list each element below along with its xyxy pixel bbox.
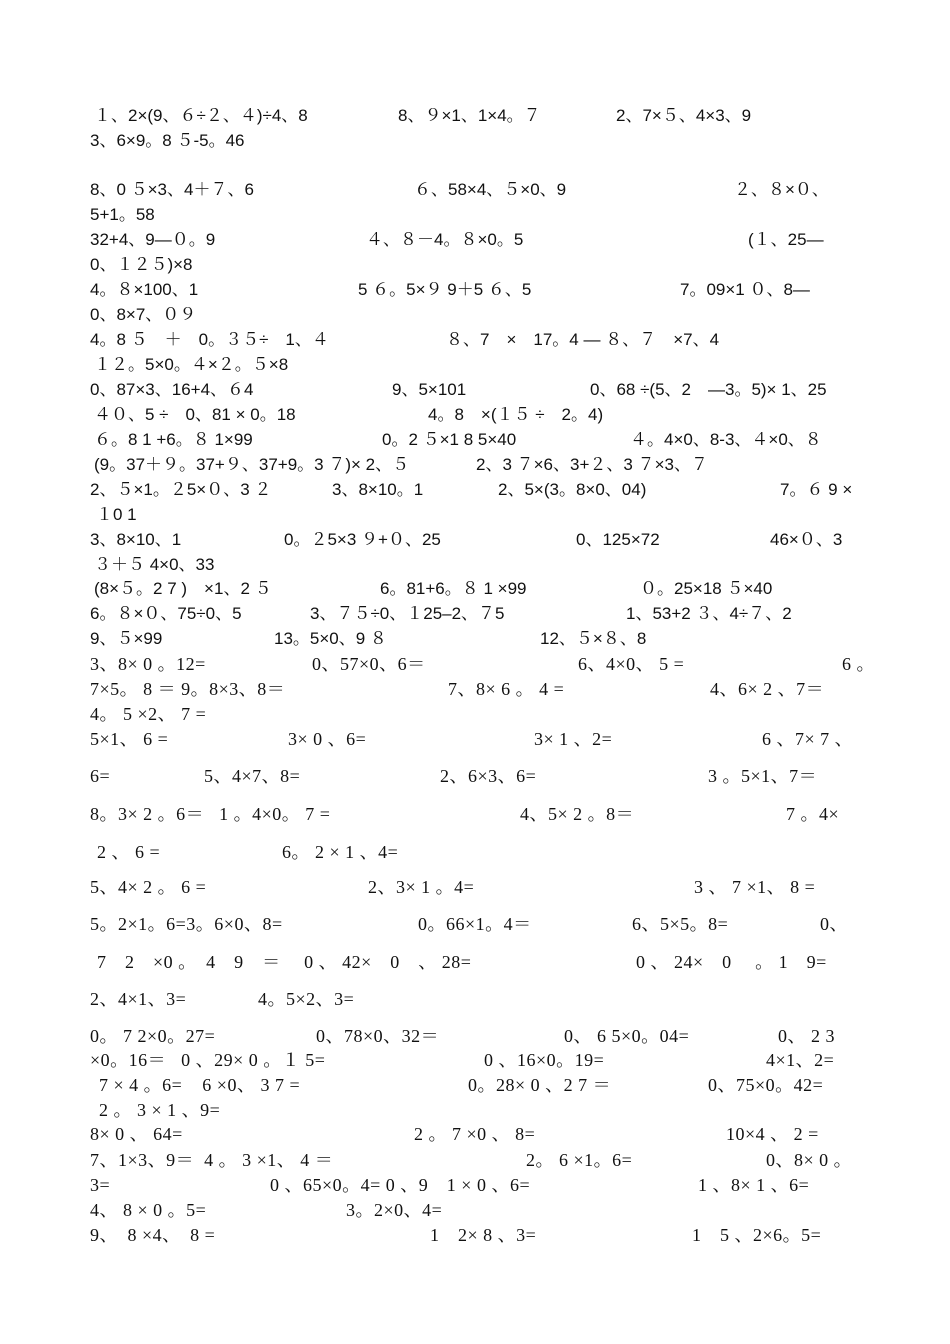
math-problem: ２、８×０、 [734,180,829,199]
math-problem: 6 。 [842,654,875,674]
math-problem: 6 、7× 7 、 [762,729,854,749]
math-problem: 0 、 24× 0 。 1 9= [636,952,827,972]
math-problem: 0。66×1。4＝ [418,914,532,934]
math-problem: 3 。5×1、7＝ [708,766,818,786]
math-problem: 4×1、2= [766,1050,835,1070]
math-problem: 0 、65×0。4= 0 、9 1 × 0 、6= [270,1175,531,1195]
problem-line [0,627,950,651]
math-problem: 6。81+6。８ 1 ×99 [380,579,527,598]
math-problem: 4、6× 2 、7＝ [710,679,825,699]
math-problem: 9、5×101 [392,380,467,399]
problem-line [0,802,950,826]
math-problem: 12、５×８、8 [540,629,647,648]
problem-line [0,912,950,936]
math-problem: ０。25×18 ５×40 [640,579,773,598]
math-problem: 0、57×0、6＝ [312,654,426,674]
math-problem: ３＋５ 4×0、33 [94,555,215,574]
problem-line [0,987,950,1011]
math-problem: 7。６ 9 × [780,480,853,499]
math-problem: ６、58×4、５×0、9 [414,180,567,199]
math-problem: 5、4×7、8= [204,766,301,786]
math-problem: 32+4、9—０。9 [90,230,216,249]
math-problem: (9。37＋９。37+９、37+9。3 ７)× 2、５ [94,455,410,474]
math-problem: 0、8× 0 。 [766,1150,853,1170]
problem-line [0,503,950,527]
problem-line [0,528,950,552]
math-problem: 8。3× 2 。6＝ 1 。4×0。 7 = [90,804,331,824]
math-problem: ４。4×0、8-3、４×0、８ [630,430,822,449]
math-problem: 2、5×(3。8×0、04) [498,480,647,499]
math-problem: 2 。 3 × 1 、9= [94,1100,221,1120]
problem-line [0,228,950,252]
math-problem: 0。28× 0 、2 7 ＝ [468,1075,612,1095]
math-problem: 4。8 ×(１５ ÷ 2。4) [428,405,604,424]
math-problem: 0。2 ５×1 8 5×40 [382,430,517,449]
math-problem: 0、 6 5×0。04= [564,1026,690,1046]
math-problem: 1 2× 8 、3= [430,1225,537,1245]
problem-line [0,1173,950,1197]
problem-line [0,950,950,974]
problem-line [0,328,950,352]
math-problem: 7。09×1 ０、8— [680,280,810,299]
problem-line [0,203,950,227]
math-problem: 7×5。 8 ＝ 9。8×3、8＝ [90,679,286,699]
math-problem: 8× 0 、 64= [90,1124,183,1144]
problem-line [0,553,950,577]
math-problem: (１、25— [748,230,824,249]
math-problem: 8、９×1、1×4。７ [398,106,541,125]
math-problem: 2、3 ７×6、3+２、3 ７×3、７ [476,455,708,474]
math-problem: 7、8× 6 。 4 = [448,679,565,699]
math-problem: 1、53+2 ３、4÷７、2 [626,604,792,623]
problem-line [0,453,950,477]
problem-line [0,1073,950,1097]
math-problem: 7、1×3、9＝ 4 。 3 ×1、 4 ＝ [90,1150,334,1170]
math-problem: 0、 [820,914,848,934]
problem-line [0,403,950,427]
math-problem: 3、6×9。8 ５-5。46 [90,131,245,150]
problem-line [0,1223,950,1247]
math-problem: 6。 2 × 1 、4= [282,842,399,862]
math-problem: 0、75×0。42= [708,1075,824,1095]
math-problem: 4。８×100、1 [90,280,199,299]
problem-line [0,1098,950,1122]
math-problem: 2、4×1、3= [90,989,187,1009]
problem-line [0,104,950,128]
problem-line [0,278,950,302]
problem-line [0,764,950,788]
problem-line [0,875,950,899]
math-problem: 1 、8× 1 、6= [698,1175,810,1195]
problem-line [0,253,950,277]
problem-line [0,1048,950,1072]
math-problem: 3。2×0、4= [346,1200,443,1220]
problem-line [0,129,950,153]
problem-line [0,478,950,502]
math-problem: 3、8×10。1 [332,480,424,499]
math-problem: 3 、 7 ×1、 8 = [694,877,816,897]
math-problem: 13。5×0、9 ８ [274,629,387,648]
math-problem: 0、１２５)×8 [90,255,193,274]
math-problem: 3、8×10、1 [90,530,182,549]
math-problem: 6= [90,766,111,786]
math-problem: 4。8 ５ ＋ 0。３５÷ 1、４ [90,330,329,349]
math-problem: 6、5×5。8= [632,914,729,934]
math-problem: 0、8×7、０９ [90,305,197,324]
math-problem: 4。5×2、3= [258,989,355,1009]
math-problem: 6。８×０、75÷0、5 [90,604,242,623]
math-problem: 0、87×3、16+4、６4 [90,380,254,399]
math-problem: 5×1、 6 = [90,729,169,749]
problem-line [0,303,950,327]
problem-line [0,1024,950,1048]
math-problem: 2。 6 ×1。6= [526,1150,633,1170]
math-problem: 0、78×0、32＝ [316,1026,440,1046]
problem-line [0,702,950,726]
math-problem: １、2×(9、６÷２、４)÷4、8 [94,106,308,125]
math-problem: 0。 7 2×0。27= [90,1026,216,1046]
problem-line [0,1122,950,1146]
math-problem: 3、７５÷0、１25–2、７5 [310,604,505,623]
problem-line [0,652,950,676]
math-problem: ６。8 1 +6。８ 1×99 [94,430,253,449]
math-problem: ×0。16＝ 0 、29× 0 。１ 5= [90,1050,326,1070]
math-problem: 9、５×99 [90,629,163,648]
math-problem: 2、7×５、4×3、9 [616,106,752,125]
math-problem: 5 ６。5×９ 9＋5 ６、5 [358,280,532,299]
math-problem: 0、125×72 [576,530,660,549]
math-problem: 7 × 4 。6= 6 ×0、 3 7 = [94,1075,301,1095]
math-problem: 2、3× 1 。4= [368,877,475,897]
problem-line [0,840,950,864]
problem-line [0,378,950,402]
math-problem: 3、8× 0 。12= [90,654,206,674]
math-problem: 2、6×3、6= [440,766,537,786]
math-problem: ４、８－4。８×0。5 [366,230,524,249]
math-problem: 2 、 6 = [92,842,161,862]
problem-line [0,577,950,601]
math-problem: 4、 8 × 0 。5= [90,1200,207,1220]
problem-line [0,428,950,452]
math-problem: ４０、5 ÷ 0、81 × 0。18 [94,405,296,424]
math-problem: 3× 0 、6= [288,729,367,749]
math-problem: 0、 2 3 [778,1026,835,1046]
problem-line [0,1148,950,1172]
problem-line [0,353,950,377]
problem-line [0,602,950,626]
problem-line [0,677,950,701]
math-problem: 6、4×0、 5 = [578,654,685,674]
math-problem: 0、68 ÷(5、2 —3。5)× 1、25 [590,380,827,399]
math-problem: 10×4 、 2 = [726,1124,819,1144]
problem-line [0,1198,950,1222]
math-problem: 9、 8 ×4、 8 = [90,1225,216,1245]
math-problem: 4、5× 2 。8＝ [520,804,635,824]
math-problem: 2 。 7 ×0 、 8= [414,1124,536,1144]
math-problem: 7 2 ×0 。 4 9 ＝ 0 、 42× 0 、 28= [92,952,472,972]
math-problem: 1 5 、2×6。5= [692,1225,822,1245]
math-problem: 0。２5×3 ９+０、25 [284,530,441,549]
math-problem: 8、0 ５×3、4＋７、6 [90,180,254,199]
math-problem: 5+1。58 [90,205,155,224]
math-problem: 0 、16×0。19= [484,1050,605,1070]
math-problem: １２。5×0。４×２。５×8 [94,355,289,374]
math-problem: 5。2×1。6=3。6×0、8= [90,914,283,934]
math-problem: ８、7 × 17。4 — ８、７ ×7、4 [446,330,720,349]
problem-line [0,727,950,751]
math-problem: 5、4× 2 。 6 = [90,877,207,897]
math-problem: 46×０、3 [770,530,843,549]
math-problem: 4。 5 ×2、 7 = [90,704,207,724]
math-problem: 2、５×1。２5×０、3 ２ [90,480,272,499]
math-problem: 7 。4× [786,804,840,824]
math-problem: １0 1 [96,505,137,524]
problem-line [0,178,950,202]
math-problem: 3× 1 、2= [534,729,613,749]
math-problem: (8×５。2 7 ) ×1、2 ５ [94,579,272,598]
math-problem: 3= [90,1175,111,1195]
